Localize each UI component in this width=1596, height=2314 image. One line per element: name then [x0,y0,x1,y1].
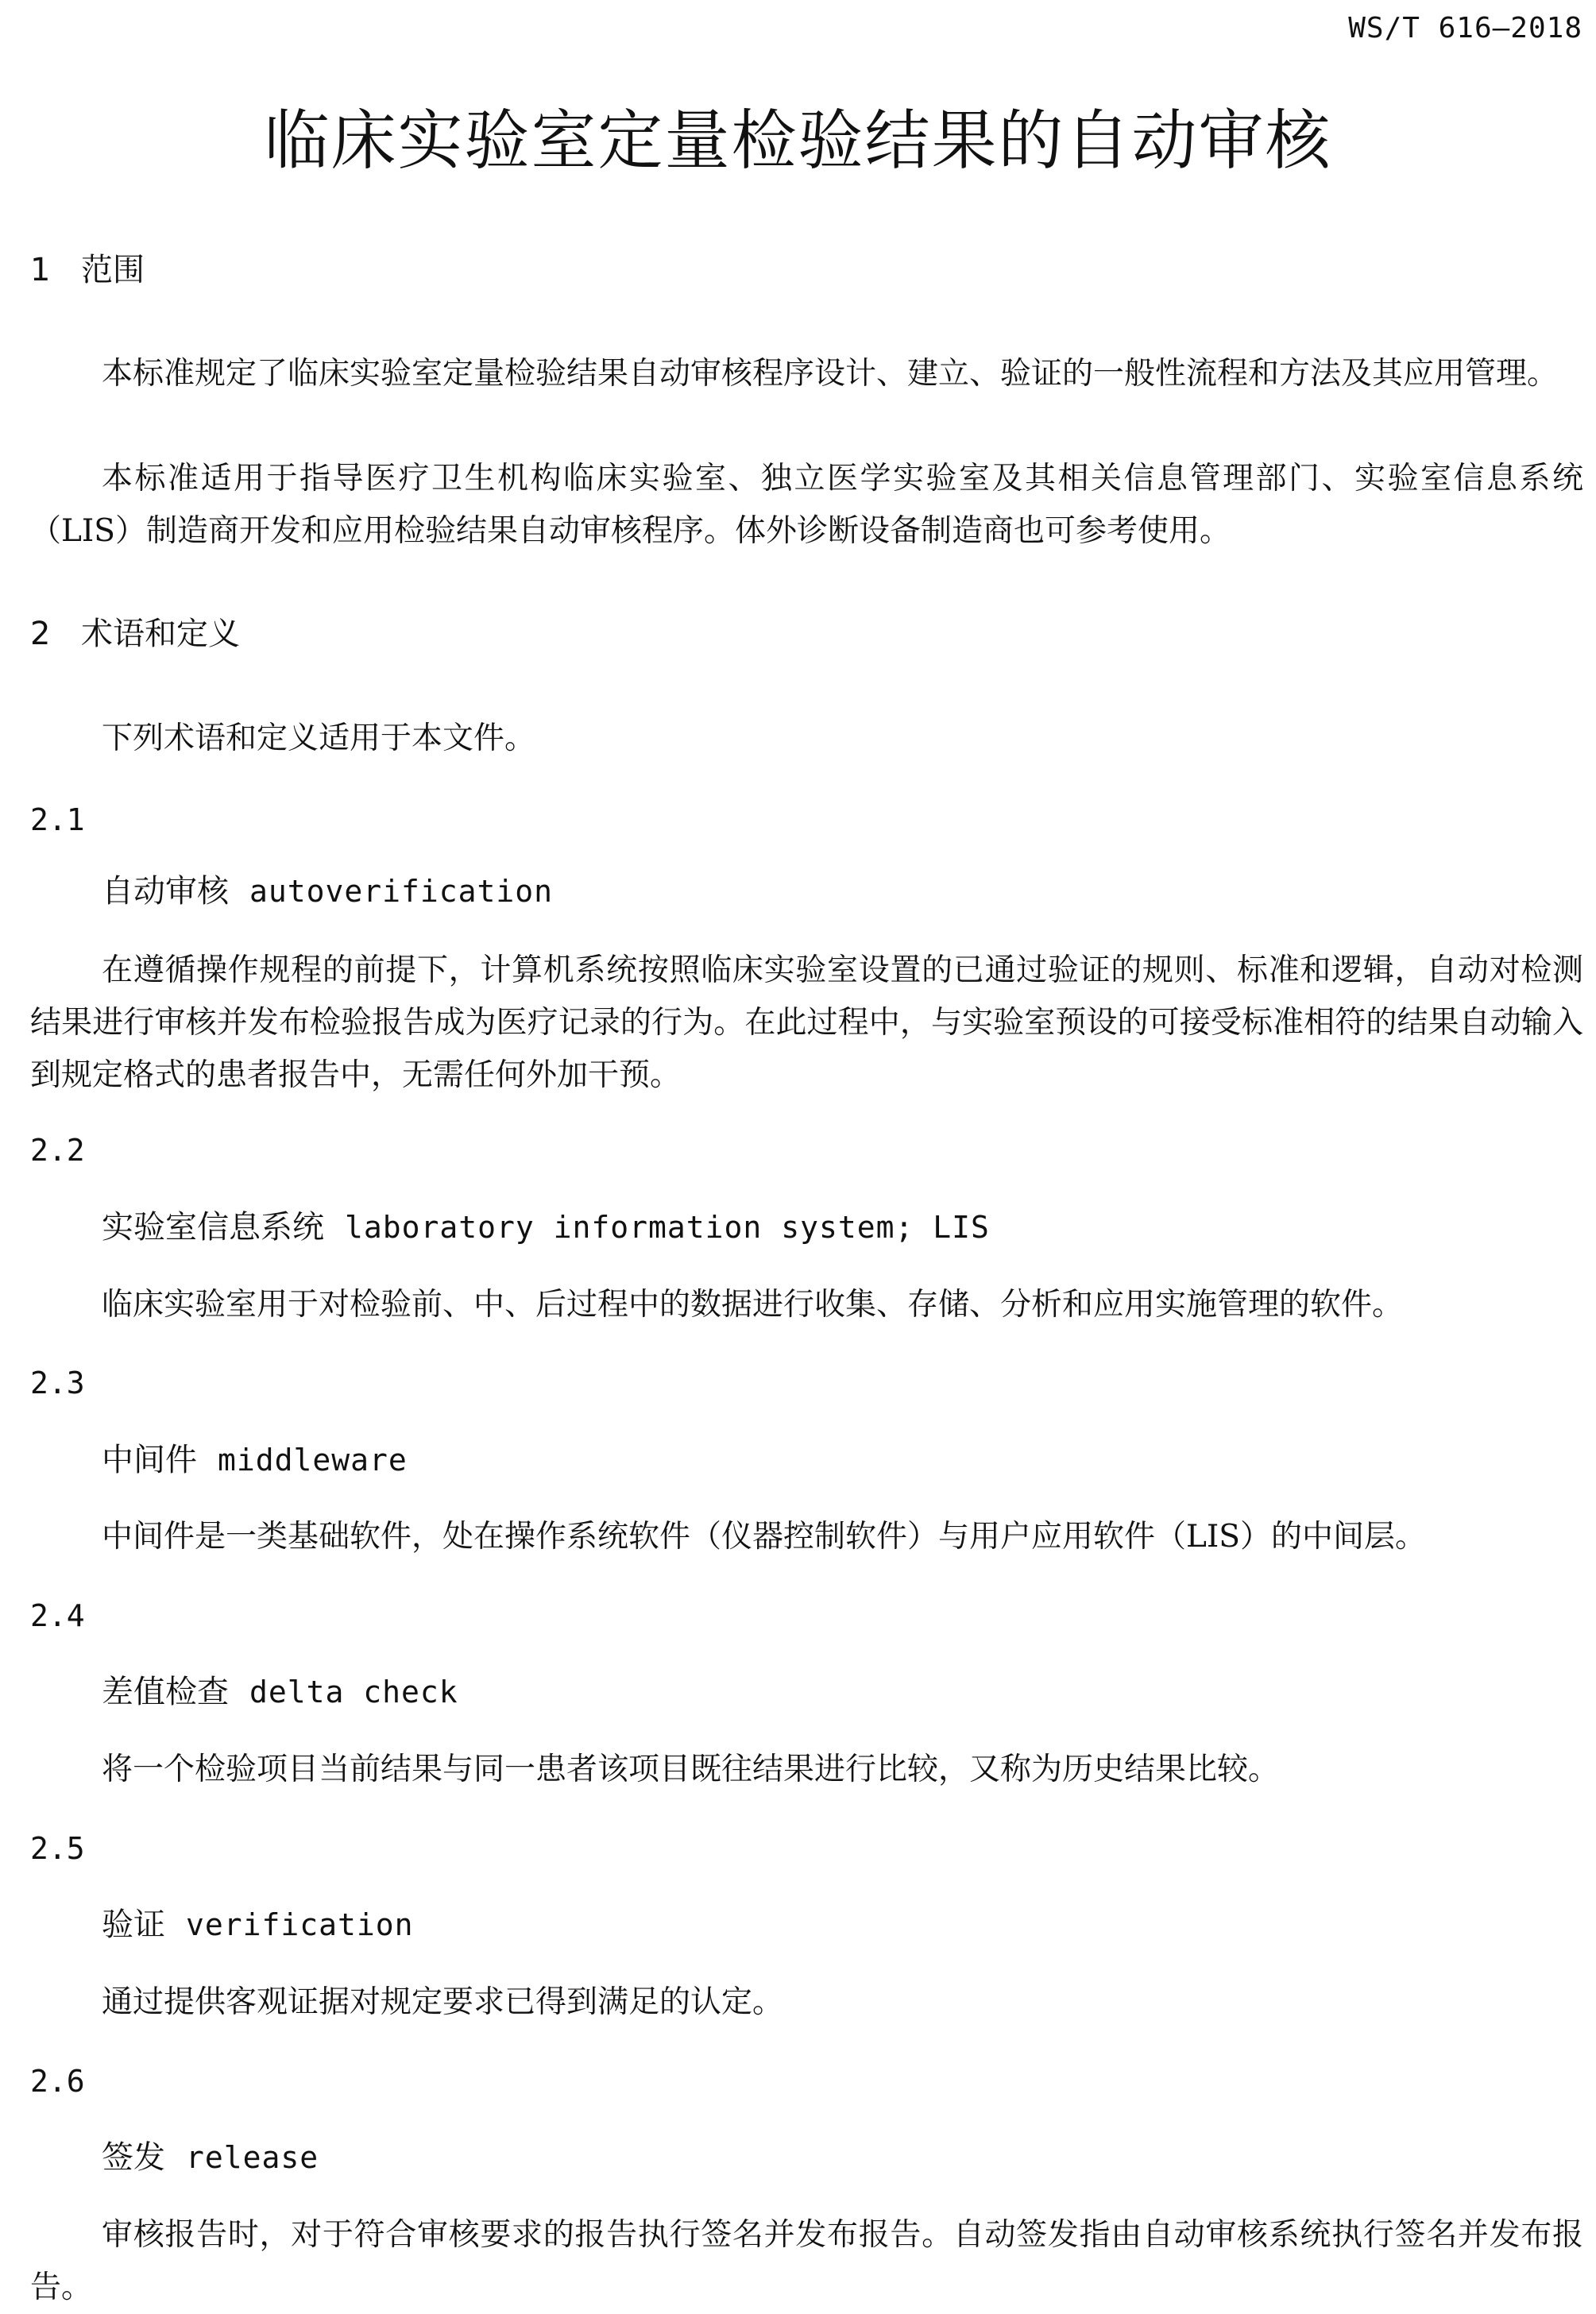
terms-intro: 下列术语和定义适用于本文件。 [102,720,536,756]
term-en: laboratory information system; LIS [345,1210,990,1245]
term-number: 2.4 [30,1598,85,1633]
term-zh: 签发 [102,2139,165,2176]
document-title: 临床实验室定量检验结果的自动审核 [264,103,1332,179]
term-en: autoverification [249,874,554,909]
term-entry [102,1435,408,1485]
term-definition: 通过提供客观证据对规定要求已得到满足的认定。 [102,1984,784,2020]
term-zh: 自动审核 [102,873,229,910]
section-number: 1 [30,252,51,288]
term-number: 2.1 [30,802,85,837]
term-definition: 将一个检验项目当前结果与同一患者该项目既往结果进行比较，又称为历史结果比较。 [102,1752,1280,1787]
standard-code: WS/T 616—2018 [1348,12,1582,44]
scope-paragraph-2: 本标准适用于指导医疗卫生机构临床实验室、独立医学实验室及其相关信息管理部门、实验室信息系统（LIS）制造商开发和应用检验结果自动审核程序。体外诊断设备制造商也可参考使用。 [30,461,1583,549]
term-en: verification [186,1907,414,1942]
term-zh: 实验室信息系统 [102,1209,324,1246]
term-en: release [186,2140,319,2175]
term-zh: 验证 [102,1906,165,1943]
term-en: delta check [249,1675,458,1709]
term-definition: 在遵循操作规程的前提下，计算机系统按照临床实验室设置的已通过验证的规则、标准和逻辑，自动对检测结果进行审核并发布检验报告成为医疗记录的行为。在此过程中，与实验室预设的可接受标准相符的结果自动输入到规定格式的患者报告中，无需任何外加干预。 [30,952,1583,1093]
term-en: middleware [218,1443,408,1478]
section-number: 2 [30,616,51,652]
term-number: 2.3 [30,1366,85,1400]
scope-paragraph-1: 本标准规定了临床实验室定量检验结果自动审核程序设计、建立、验证的一般性流程和方法及其应用管理。 [102,356,1559,392]
term-entry [102,866,553,917]
section-heading-terms [30,608,240,659]
term-number: 2.6 [30,2064,85,2099]
term-number: 2.5 [30,1831,85,1866]
term-number: 2.2 [30,1133,85,1168]
term-entry [102,1667,458,1717]
term-entry [102,1899,414,1950]
term-definition: 临床实验室用于对检验前、中、后过程中的数据进行收集、存储、分析和应用实施管理的软件。 [102,1287,1404,1323]
section-heading-scope [30,245,145,296]
term-entry [102,2132,319,2183]
section-title: 术语和定义 [81,616,240,652]
term-entry [102,1202,990,1253]
term-zh: 差值检查 [102,1674,229,1710]
term-zh: 中间件 [102,1442,197,1478]
term-definition: 中间件是一类基础软件，处在操作系统软件（仪器控制软件）与用户应用软件（LIS）的中间层。 [102,1519,1427,1555]
section-title: 范围 [81,252,145,288]
term-definition: 审核报告时，对于符合审核要求的报告执行签名并发布报告。自动签发指由自动审核系统执行签名并发布报告。 [30,2217,1583,2305]
